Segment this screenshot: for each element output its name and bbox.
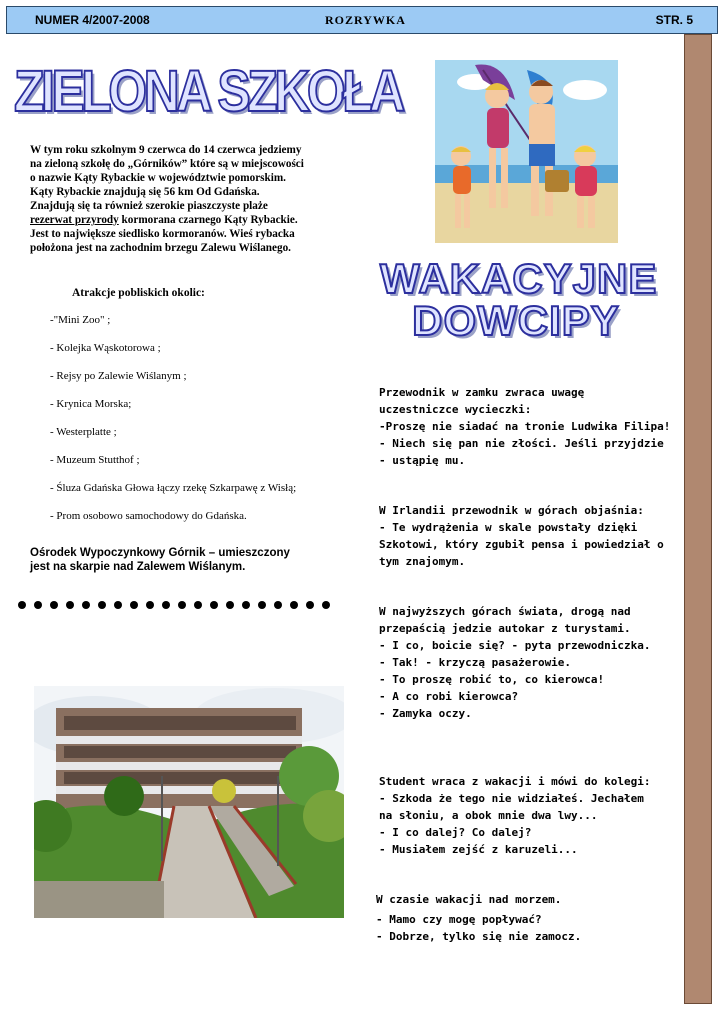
title-line-2: DOWCIPY	[412, 297, 620, 344]
resort-building-photo	[34, 686, 344, 918]
page-header	[6, 6, 718, 34]
intro-line	[30, 213, 330, 227]
dotted-divider	[18, 598, 338, 614]
section-name: ROZRYWKA	[325, 13, 406, 27]
joke-line: - Niech się pan nie złości. Jeśli przyjdzie	[379, 437, 664, 450]
intro-line-rest: kormorana czarnego Kąty Rybackie.	[118, 214, 298, 226]
joke-line: - Szkoda że tego nie widziałeś. Jechałem	[379, 792, 644, 805]
attraction-item: - Krynica Morska;	[50, 398, 132, 410]
wakacyjne-dowcipy-title	[380, 255, 658, 344]
attraction-item: - Prom osobowo samochodowy do Gdańska.	[50, 510, 247, 522]
intro-line: Jest to największe siedlisko kormoranów. Wieś rybacka	[30, 228, 295, 240]
attractions-heading: Atrakcje pobliskich okolic:	[72, 287, 205, 299]
joke-5	[376, 891, 666, 945]
joke-line: przepaścią jedzie autokar z turystami.	[379, 622, 631, 635]
resort-line: Ośrodek Wypoczynkowy Górnik – umieszczony	[30, 547, 290, 559]
joke-line: Przewodnik w zamku zwraca uwagę	[379, 386, 585, 399]
joke-line: - A co robi kierowca?	[379, 690, 519, 703]
joke-line: W czasie wakacji nad morzem.	[376, 893, 562, 906]
joke-line: Student wraca z wakacji i mówi do kolegi:	[379, 775, 651, 788]
attraction-item: - Rejsy po Zalewie Wiślanym ;	[50, 370, 187, 382]
intro-line: na zieloną szkołę do „Górników” które są w miejscowości	[30, 158, 304, 170]
joke-4	[379, 773, 669, 858]
joke-line: tym znajomym.	[379, 555, 466, 568]
intro-line: Kąty Rybackie znajdują się 56 km Od Gdańska.	[30, 186, 260, 198]
joke-line: - Zamyka oczy.	[379, 707, 472, 720]
joke-line: uczestniczce wycieczki:	[379, 403, 532, 416]
attraction-item: - Kolejka Wąskotorowa ;	[50, 342, 161, 354]
attractions-list	[50, 313, 296, 537]
resort-line: jest na skarpie nad Zalewem Wiślanym.	[30, 561, 246, 573]
joke-line: - I co dalej? Co dalej?	[379, 826, 532, 839]
intro-line: o nazwie Kąty Rybackie w województwie pomorskim.	[30, 172, 286, 184]
beach-family-clipart	[435, 60, 618, 243]
joke-line: Szkotowi, który zgubił pensa i powiedział o	[379, 538, 664, 551]
nature-reserve-link[interactable]: rezerwat przyrody	[30, 214, 119, 226]
joke-line: - Te wydrążenia w skale powstały dzięki	[379, 521, 638, 534]
attraction-item: - Śluza Gdańska Głowa łączy rzekę Szkarpawę z Wisłą;	[50, 482, 297, 494]
joke-2	[379, 502, 669, 570]
joke-line: W Irlandii przewodnik w górach objaśnia:	[379, 504, 644, 517]
issue-number: NUMER 4/2007-2008	[35, 13, 150, 27]
title-line-1: WAKACYJNE	[380, 255, 658, 302]
attraction-item: - Westerplatte ;	[50, 426, 117, 438]
joke-line: -Proszę nie siadać na tronie Ludwika Filipa!	[379, 420, 671, 433]
joke-3	[379, 603, 669, 722]
joke-line: - ustąpię mu.	[379, 454, 466, 467]
intro-paragraph	[30, 143, 330, 255]
page-number: STR. 5	[655, 13, 693, 27]
attraction-item: - Muzeum Stutthof ;	[50, 454, 140, 466]
joke-line: na słoniu, a obok mnie dwa lwy...	[379, 809, 598, 822]
resort-note	[30, 546, 310, 574]
joke-line: - Tak! - krzyczą pasażerowie.	[379, 656, 572, 669]
joke-line: - Dobrze, tylko się nie zamocz.	[376, 930, 582, 943]
joke-line: - I co, boicie się? - pyta przewodniczka.	[379, 639, 651, 652]
decorative-sidebar	[684, 34, 712, 1004]
intro-line: W tym roku szkolnym 9 czerwca do 14 czerwca jedziemy	[30, 144, 302, 156]
intro-line: położona jest na zachodnim brzegu Zalewu Wiślanego.	[30, 242, 291, 254]
joke-1	[379, 384, 669, 469]
joke-line: W najwyższych górach świata, drogą nad	[379, 605, 631, 618]
attraction-item: -"Mini Zoo" ;	[50, 314, 111, 326]
zielona-szkola-title: ZIELONA SZKOŁA	[14, 59, 402, 124]
joke-line: - To proszę robić to, co kierowca!	[379, 673, 605, 686]
joke-line: - Musiałem zejść z karuzeli...	[379, 843, 578, 856]
joke-line: - Mamo czy mogę popływać?	[376, 913, 542, 926]
intro-line: Znajdują się ta również szerokie piaszczyste plaże	[30, 200, 268, 212]
